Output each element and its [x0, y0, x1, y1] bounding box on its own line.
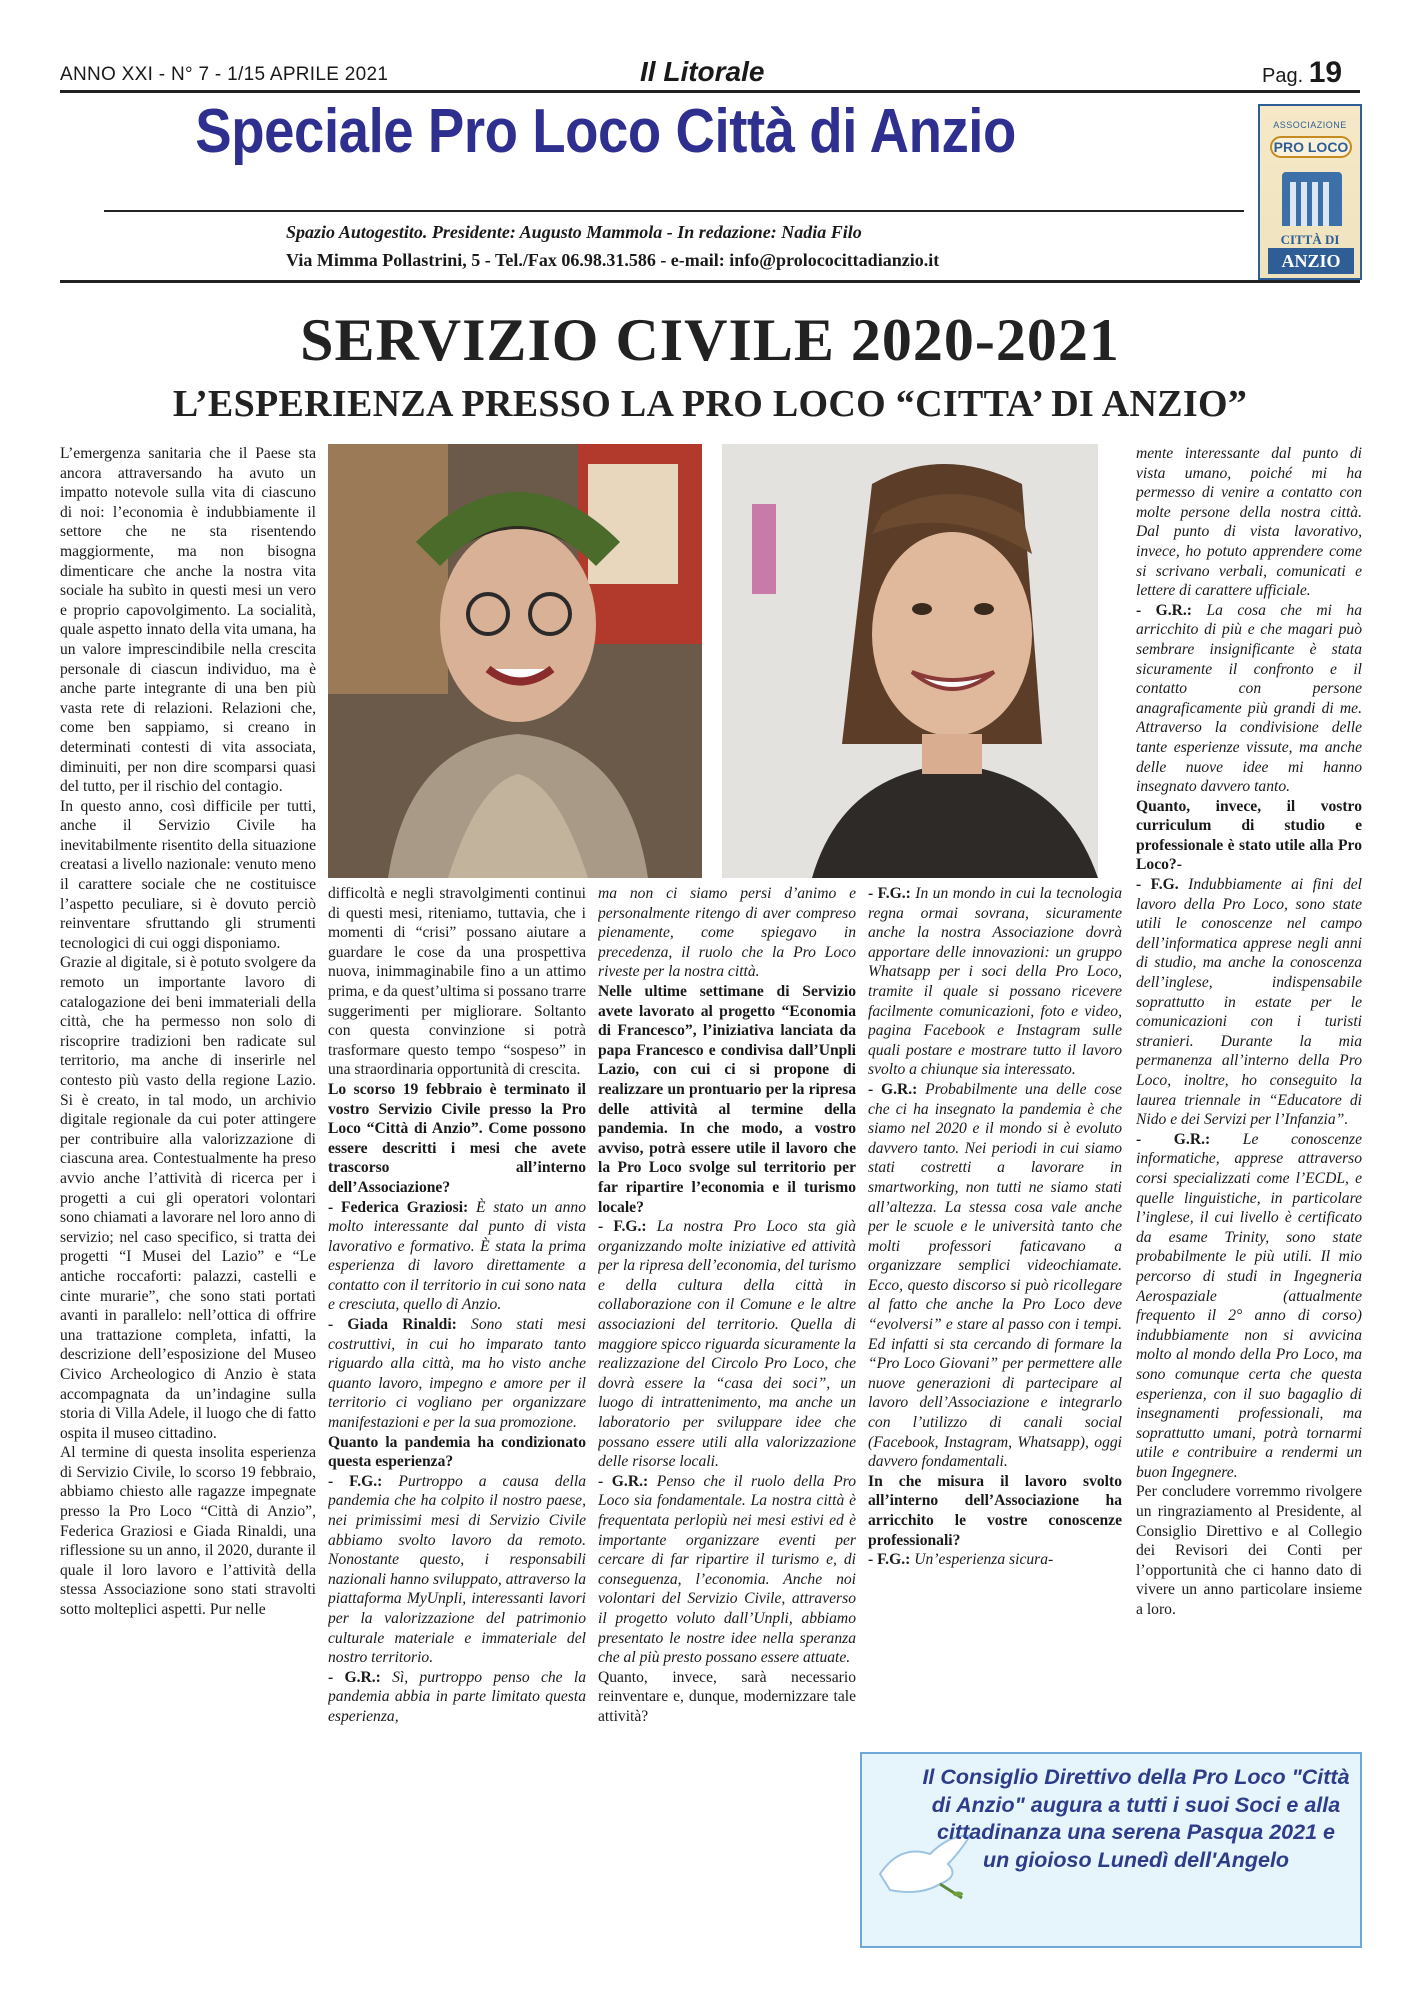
interview-question: In che misura il lavoro svolto all’interno dell’Associazione ha arricchito le vostre conoscenze professionali?	[868, 1472, 1122, 1549]
answer-text: Penso che il ruolo della Pro Loco sia fondamentale. La nostra città è frequentata perlopiù nei mesi estivi ed è importante organizzare eventi per cercare di far ripartire il turismo e, di conseguenza, l’economia. Anche noi volontari del Servizio Civile, attraverso il progetto voluto dall’Unpli, abbiamo presentato le nostre idee nella speranza che al più presto possano essere attuate.	[598, 1472, 856, 1667]
logo-line-1: ASSOCIAZIONE	[1273, 120, 1347, 130]
speaker-label: - Federica Graziosi:	[328, 1198, 469, 1216]
interview-answer	[868, 884, 1122, 1080]
editorial-byline: Spazio Autogestito. Presidente: Augusto Mammola - In redazione: Nadia Filo	[286, 222, 862, 242]
answer-text: Sono stati mesi costruttivi, in cui ho imparato tanto riguardo alla città, ma ho visto anche quanto lavoro, impegno e amore per il territorio ci vogliano per organizzare manifestazioni e per la sua promozione.	[328, 1316, 586, 1432]
paragraph: Quanto, invece, sarà necessario reinventare e, dunque, modernizzare tale attività?	[598, 1668, 856, 1725]
speaker-label: - G.R.:	[328, 1668, 381, 1686]
header-rule-mid	[104, 210, 1244, 212]
greeting-text: Il Consiglio Direttivo della Pro Loco "Città di Anzio" augura a tutti i suoi Soci e alla cittadinanza una serena Pasqua 2021 e un gioioso Lunedì dell'Angelo	[922, 1765, 1350, 1872]
speaker-label: - Giada Rinaldi:	[328, 1316, 457, 1334]
speaker-label: - G.R.:	[1136, 601, 1192, 619]
column-icon	[1282, 172, 1342, 226]
interview-answer	[598, 1472, 856, 1668]
paragraph: Al termine di questa insolita esperienza di Servizio Civile, lo scorso 19 febbraio, abbiamo chiesto alle ragazze impegnate presso la Pro Loco “Città di Anzio”, Federica Graziosi e Giada Rinaldi, una riflessione su un anno, il 2020, durante il quale il loro lavoro e l’attività della stessa Associazione sono stati stravolti sotto molteplici aspetti. Pur nelle	[60, 1444, 316, 1619]
answer-text: È stato un anno molto interessante dal punto di vista lavorativo e formativo. È stata la prima esperienza di lavoro direttamente a contatto con il territorio in cui sono nata e cresciuta, quello di Anzio.	[328, 1198, 586, 1314]
answer-text: La nostra Pro Loco sta già organizzando molte iniziative ed attività per la ripresa dell’economia, del turismo e della cultura della città in collaborazione con il Comune e le altre associazioni del territorio. Quella di maggiore spicco riguarda sicuramente la realizzazione del Circolo Pro Loco, che dovrà essere la “casa dei soci”, un luogo di intrattenimento, ma anche un laboratorio per sviluppare idee che possano essere utili alla valorizzazione delle risorse locali.	[598, 1218, 856, 1471]
contact-line: Via Mimma Pollastrini, 5 - Tel./Fax 06.98.31.586 - e-mail: info@prolococittadianzio.it	[286, 250, 940, 270]
paragraph: L’emergenza sanitaria che il Paese sta ancora attraversando ha avuto un impatto notevole sulla vita di ciascuno di noi: l’economia è indubbiamente il settore che ne sta risentendo maggiormente, ma non bisogna dimenticare che anche la nostra vita sociale ha subìto in questi mesi un vero e proprio capovolgimento. La socialità, quale aspetto innato della vita umana, ha un valore imprescindibile nella crescita personale di ciascun individuo, ma è anche parte integrante di una ben più vasta rete di relazioni. Relazioni che, come ben sappiamo, si creano in determinati contesti di vita associata, diminuiti, per non dire scomparsi quasi del tutto, per il rischio del contagio.	[60, 445, 316, 796]
answer-text: Un’esperienza sicura-	[910, 1551, 1054, 1569]
answer-text: In un mondo in cui la tecnologia regna ormai sovrana, sicuramente anche la nostra Associazione dovrà apportare delle innovazioni: un gruppo Whatsapp per i soci della Pro Loco, tramite il quale si possano ricevere facilmente comunicazioni, foto e video, pagina Facebook e Instagram sulle quali postare e mostrare tutto il lavoro svolto a chiunque sia interessato.	[868, 885, 1122, 1079]
interview-question: Lo scorso 19 febbraio è terminato il vostro Servizio Civile presso la Pro Loco “Città di Anzio”. Come possono essere descritti i mesi che avete trascorso all’interno dell’Associazione?	[328, 1080, 586, 1196]
article-column-2	[328, 884, 586, 1954]
article-column-3	[598, 884, 856, 1954]
answer-text: Sì, purtroppo penso che la pandemia abbia in parte limitato questa esperienza,	[328, 1668, 586, 1725]
interview-answer	[328, 1198, 586, 1316]
header-rule-top	[60, 90, 1360, 93]
logo-line-4: ANZIO	[1268, 248, 1354, 274]
answer-text: La cosa che mi ha arricchito di più e che magari può sembrare insignificante è stata sicuramente il confronto e il contatto con persone anagraficamente più grandi di me. Attraverso la condivisione delle tante esperienze vissute, ma anche delle nuove idee mi hanno insegnato davvero tanto.	[1136, 601, 1362, 796]
interview-answer	[328, 1315, 586, 1433]
interview-answer	[1136, 875, 1362, 1130]
speaker-label: - F.G.:	[328, 1472, 383, 1490]
interview-answer	[328, 1472, 586, 1668]
header-rule-bottom	[60, 280, 1360, 283]
section-title: Speciale Pro Loco Città di Anzio	[195, 97, 1016, 166]
article-headline: SERVIZIO CIVILE 2020-2021	[300, 307, 1120, 373]
logo-line-2: PRO LOCO	[1270, 136, 1352, 158]
interview-answer	[1136, 1130, 1362, 1483]
page-number	[1262, 56, 1342, 90]
article-column-5	[1136, 444, 1362, 1744]
interview-answer	[328, 1668, 586, 1727]
paragraph: Grazie al digitale, si è potuto svolgere da remoto un importante lavoro di catalogazione dei beni immateriali della città, che ha permesso non solo di riscoprire tradizioni ben radicate sul territorio, ma anche di inserirle nel contesto più vasto della regione Lazio. Si è creato, in tal modo, un archivio digitale regionale da cui poter attingere per contribuire alla valorizzazione di ciascuna area. Contestualmente ha preso avvio anche l’attività di ricerca per i progetti a cui gli operatori volontari sono chiamati a lavorare nel loro anno di servizio; nel caso specifico, si tratta dei progetti “I Musei del Lazio” e “Le antiche roccaforti: palazzi, castelli e cinte murarie”, che sono stati portati avanti in parallelo: nell’ottica di offrire una trattazione completa, infatti, la descrizione dell’esposizione del Museo Civico Archeologico di Anzio è stata accompagnata da un’indagine sulla storia di Villa Adele, il luogo che di fatto ospita il museo cittadino.	[60, 954, 316, 1442]
paragraph: In questo anno, così difficile per tutti, anche il Servizio Civile ha inevitabilmente risentito della situazione creatasi a livello nazionale: venuto meno il carattere sociale che ne costituisce l’aspetto peculiare, si è dovuto perciò reinventare sfruttando gli strumenti tecnologici di cui oggi disponiamo.	[60, 797, 316, 952]
logo-line-3: CITTÀ DI	[1280, 232, 1340, 247]
interview-question: Quanto, invece, il vostro curriculum di studio e professionale è stato utile alla Pro Loco?-	[1136, 797, 1362, 874]
pro-loco-logo	[1258, 104, 1362, 280]
article-subheadline: L’ESPERIENZA PRESSO LA PRO LOCO “CITTA’ DI ANZIO”	[172, 383, 1248, 425]
article-column-1	[60, 444, 316, 1952]
page-number-value: 19	[1308, 56, 1343, 89]
answer-text: Le conoscenze informatiche, apprese attraverso corsi specializzati come l’ECDL, e quelle linguistiche, in particolare l’inglese, il cui livello è certificato da esame Trinity, sono state probabilmente le più utili. Il mio percorso di studi in Ingegneria Aerospaziale (attualmente frequento il 2° anno di corso) indubbiamente non si avvicina molto al mondo della Pro Loco, ma sono comunque certa che questa esperienza, con il suo bagaglio di insegnamenti professionali, ma soprattutto umani, potrà tornarmi utile e contribuire a rendermi un buon Ingegnere.	[1136, 1130, 1362, 1481]
speaker-label: - F.G.:	[868, 1551, 911, 1569]
speaker-label: - G.R.:	[598, 1472, 649, 1490]
newspaper-name: Il Litorale	[640, 56, 765, 87]
paragraph: Per concludere vorremmo rivolgere un ringraziamento al Presidente, al Consiglio Direttivo e al Collegio dei Revisori dei Conti per l’opportunità che ci hanno dato di vivere un anno particolare insieme a loro.	[1136, 1483, 1362, 1619]
easter-greeting-banner	[860, 1752, 1362, 1948]
portrait-graduation-icon	[328, 444, 702, 878]
answer-continuation: ma non ci siamo persi d’animo e personalmente ritengo di aver compreso pienamente, come spiegavo in precedenza, il ruolo che la Pro Loco riveste per la nostra città.	[598, 885, 856, 981]
answer-text: Indubbiamente ai fini del lavoro della Pro Loco, sono state utili le conoscenze nel campo dell’informatica apprese negli anni di studio, ma anche la conoscenza dell’inglese, indispensabile soprattutto in estate per le comunicazioni con i turisti stranieri. Durante la mia permanenza all’interno della Pro Loco, inoltre, ho conseguito la laurea triennale in “Educatore di Nido e dei Servizi per l’Infanzia”.	[1136, 876, 1362, 1129]
interview-answer	[868, 1080, 1122, 1472]
interview-answer	[598, 1217, 856, 1472]
page-label: Pag.	[1262, 65, 1304, 87]
speaker-label: - F.G.:	[598, 1218, 647, 1236]
interview-question: Nelle ultime settimane di Servizio avete lavorato al progetto “Economia di Francesco”, l’iniziativa lanciata da papa Francesco e condivisa dall’Unpli Lazio, con cui ci si propone di realizzare un prontuario per la ripresa delle attività al termine della pandemia. In che modo, a vostro avviso, potrà essere utile il lavoro che la Pro Loco svolge sul territorio per far ripartire l’economia e il turismo locale?	[598, 982, 856, 1216]
photo-giada-rinaldi	[722, 444, 1098, 878]
paragraph: difficoltà e negli stravolgimenti continui di questi mesi, riteniamo, tuttavia, che i momenti di “crisi” possano aiutare a guardare le cose da una prospettiva nuova, inimmaginabile fino a un attimo prima, e da quest’ultima si possano trarre suggerimenti per migliorare. Soltanto con questa convinzione si potrà trasformare questo tempo “sospeso” in una straordinaria opportunità di crescita.	[328, 885, 586, 1079]
interview-answer	[1136, 601, 1362, 797]
answer-continuation: mente interessante dal punto di vista umano, poiché mi ha permesso di venire a contatto con molte persone della nostra città. Dal punto di vista lavorativo, invece, ho potuto apprendere come si scrivano verbali, comunicati e lettere di carattere ufficiale.	[1136, 445, 1362, 600]
speaker-label: - G.R.:	[868, 1080, 918, 1098]
answer-text: Probabilmente una delle cose che ci ha insegnato la pandemia è che siamo nel 2020 e il mondo si è evoluto davvero tanto. Nei periodi in cui siamo stati costretti a lavorare in smartworking, non tutti ne siamo stati all’altezza. La stessa cosa vale anche per le scuole e le università tanto che molti professori faticavano a organizzare semplici videochiamate. Ecco, questo discorso si può ricollegare al fatto che anche la Pro Loco deve “evolversi” e stare al passo con i tempi. Ed infatti si sta cercando di formare la “Pro Loco Giovani” per permettere alle nuove generazioni di partecipare al lavoro dell’Associazione e integrarlo con l’utilizzo di canali social (Facebook, Instagram, Whatsapp), oggi davvero fondamentali.	[868, 1080, 1122, 1471]
interview-question: Quanto la pandemia ha condizionato questa esperienza?	[328, 1433, 586, 1471]
answer-text: Purtroppo a causa della pandemia che ha colpito il nostro paese, nei primissimi mesi di Servizio Civile abbiamo svolto lavoro da remoto. Nonostante questo, i responsabili nazionali hanno sviluppato, attraverso la piattaforma MyUnpli, interessanti lavori per la valorizzazione del patrimonio culturale materiale e immateriale del nostro territorio.	[328, 1472, 586, 1667]
photo-federica-graziosi	[328, 444, 702, 878]
interview-answer	[868, 1550, 1122, 1570]
portrait-smiling-icon	[722, 444, 1098, 878]
speaker-label: - F.G.:	[868, 885, 911, 902]
speaker-label: - G.R.:	[1136, 1130, 1211, 1148]
speaker-label: - F.G.	[1136, 876, 1179, 894]
issue-line: ANNO XXI - N° 7 - 1/15 APRILE 2021	[60, 64, 389, 85]
